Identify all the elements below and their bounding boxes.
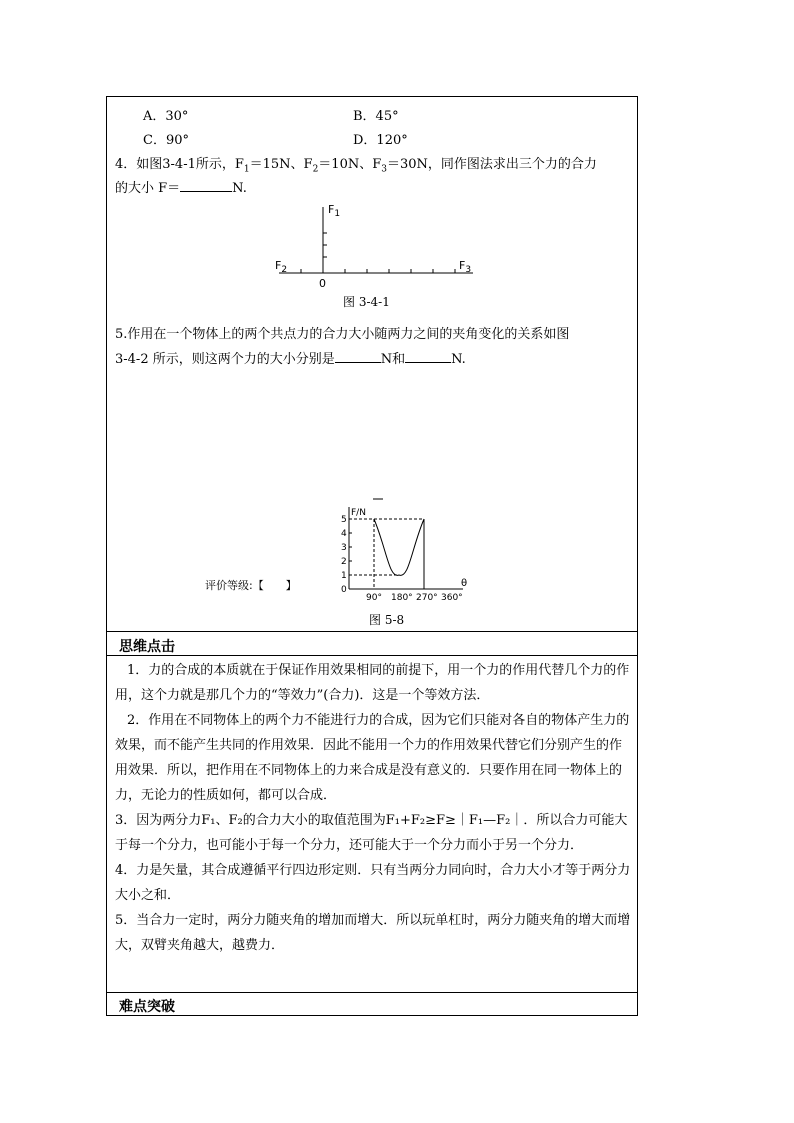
x-tick-label: 270° [416,593,438,603]
question-4-line1: 4．如图3-4-1所示，$F_1=15N$、$F_2=10N$、$F_3=30N$，同作图法求出三个力的合力 [115,157,597,175]
resultant-force-chart [329,493,469,605]
paragraph-5: 5．当合力一定时，两分力随夹角的增加而增大．所以玩单杠时，两分力随夹角的增大而增大，双臂夹角越大，越费力． [115,913,631,953]
x-tick-label: 90° [366,593,382,603]
y-tick-label: 3 [341,543,347,553]
question-5-line2: 3-4-2 所示，则这两个力的大小分别是 N和 N. [115,352,466,367]
option-a: A．30° [143,109,189,124]
worksheet-table [106,96,638,1016]
y-tick-label: 4 [341,529,347,539]
label-f3: $F_3$ [459,259,472,276]
question-4-line2: 的大小 F＝ N. [115,181,247,196]
paragraph-4: 4．力是矢量，其合成遵循平行四边形定则．只有当两分力同向时，合力大小才等于两分力大小之和． [115,863,631,903]
label-origin: 0 [319,277,326,290]
x-axis-label: θ [461,578,468,589]
figure-caption-58: 图 5-8 [369,613,405,627]
y-axis-label: F/N [351,508,366,518]
paragraph-2: 2．作用在不同物体上的两个力不能进行力的合成，因为它们只能对各自的物体产生力的效果，而不能产生共同的作用效果．因此不能用一个力的作用效果代替它们分别产生的作用效果．所以，把作用在不同物体上的力来合成是没有意义的．只要作用在同一物体上的力，无论力的性质如何，都可以合成． [115,713,630,803]
paragraph-1: 1．力的合成的本质就在于保证作用效果相同的前提下，用一个力的作用代替几个力的作用，这个力就是那几个力的“等效力”(合力)．这是一个等效方法． [115,663,630,703]
option-b: B．45° [353,109,399,124]
y-tick-label: 1 [341,571,347,581]
answer-blank-1[interactable] [335,350,381,363]
paragraph-3: 3．因为两分力F₁、F₂的合力大小的取值范围为F₁+F₂≥F≥｜F₁—F₂｜．所以合力可能大于每一个分力，也可能小于每一个分力，还可能大于一个分力而小于另一个分力． [115,813,628,853]
rating: 评价等级:【 】 [205,579,297,592]
label-f2: $F_2$ [275,259,288,276]
x-tick-label: 180° [391,593,413,603]
option-d: D．120° [353,133,408,148]
answer-blank-2[interactable] [405,350,451,363]
force-curve [374,519,424,575]
thinking-heading: 思维点击 [119,639,175,655]
section-divider [107,992,637,993]
thinking-content [115,658,631,958]
difficulty-heading: 难点突破 [119,999,175,1015]
section-divider [107,655,637,656]
y-tick-label: 2 [341,557,347,567]
figure-caption-341: 图 3-4-1 [343,295,390,309]
option-c: C．90° [143,133,189,148]
section-divider [107,631,637,632]
label-f1: $F_1$ [328,203,341,220]
question-5-line1: 5.作用在一个物体上的两个共点力的合力大小随两力之间的夹角变化的关系如图 [115,327,570,342]
y-tick-label: 0 [341,585,347,595]
answer-blank[interactable] [180,179,232,192]
y-tick-label: 5 [341,515,347,525]
x-tick-label: 360° [441,593,463,603]
